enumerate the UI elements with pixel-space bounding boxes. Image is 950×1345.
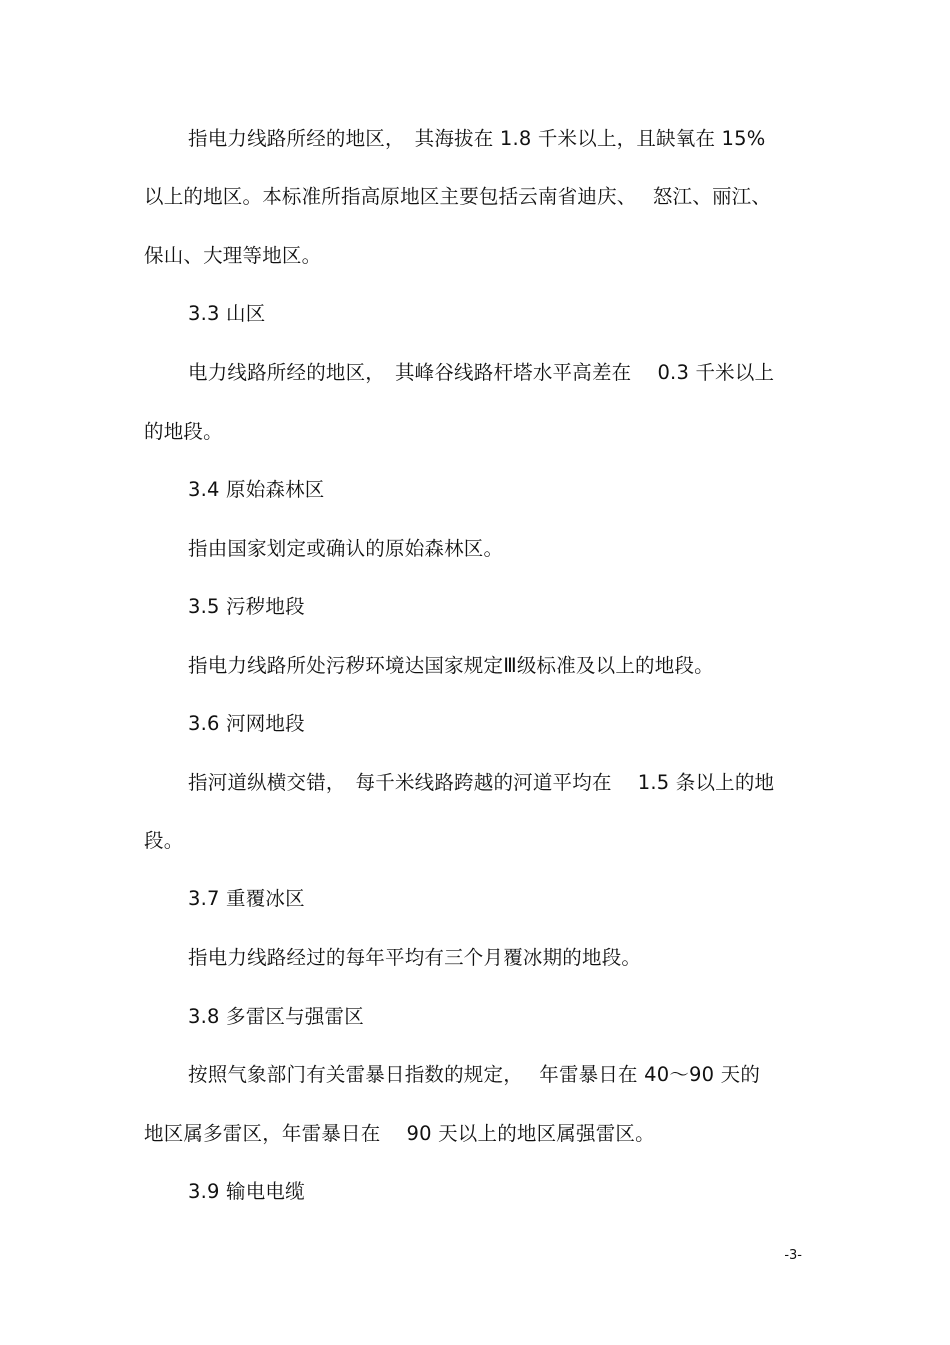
text-line: 的地段。: [144, 420, 223, 443]
section-heading: 3.3 山区: [188, 302, 266, 325]
text-line: 指电力线路经过的每年平均有三个月覆冰期的地段。: [188, 946, 642, 969]
section-heading: 3.4 原始森林区: [188, 478, 325, 501]
text-line: 指由国家划定或确认的原始森林区。: [188, 537, 504, 560]
section-heading: 3.8 多雷区与强雷区: [188, 1005, 364, 1028]
text-line: 地区属多雷区，年雷暴日在 90 天以上的地区属强雷区。: [144, 1122, 655, 1145]
text-line: 按照气象部门有关雷暴日指数的规定， 年雷暴日在 40～90 天的: [188, 1063, 761, 1086]
text-line: 指电力线路所经的地区， 其海拔在 1.8 千米以上，且缺氧在 15%: [188, 127, 766, 150]
section-heading: 3.9 输电电缆: [188, 1180, 305, 1203]
page-number: -3-: [784, 1248, 802, 1263]
text-line: 以上的地区。本标准所指高原地区主要包括云南省迪庆、 怒江、丽江、: [144, 185, 772, 208]
text-line: 电力线路所经的地区， 其峰谷线路杆塔水平高差在 0.3 千米以上: [188, 361, 775, 384]
section-heading: 3.7 重覆冰区: [188, 887, 305, 910]
text-line: 指电力线路所处污秽环境达国家规定Ⅲ级标准及以上的地段。: [188, 654, 714, 677]
text-line: 指河道纵横交错， 每千米线路跨越的河道平均在 1.5 条以上的地: [188, 771, 775, 794]
text-line: 段。: [144, 829, 184, 852]
section-heading: 3.6 河网地段: [188, 712, 305, 735]
text-line: 保山、大理等地区。: [144, 244, 322, 267]
section-heading: 3.5 污秽地段: [188, 595, 305, 618]
